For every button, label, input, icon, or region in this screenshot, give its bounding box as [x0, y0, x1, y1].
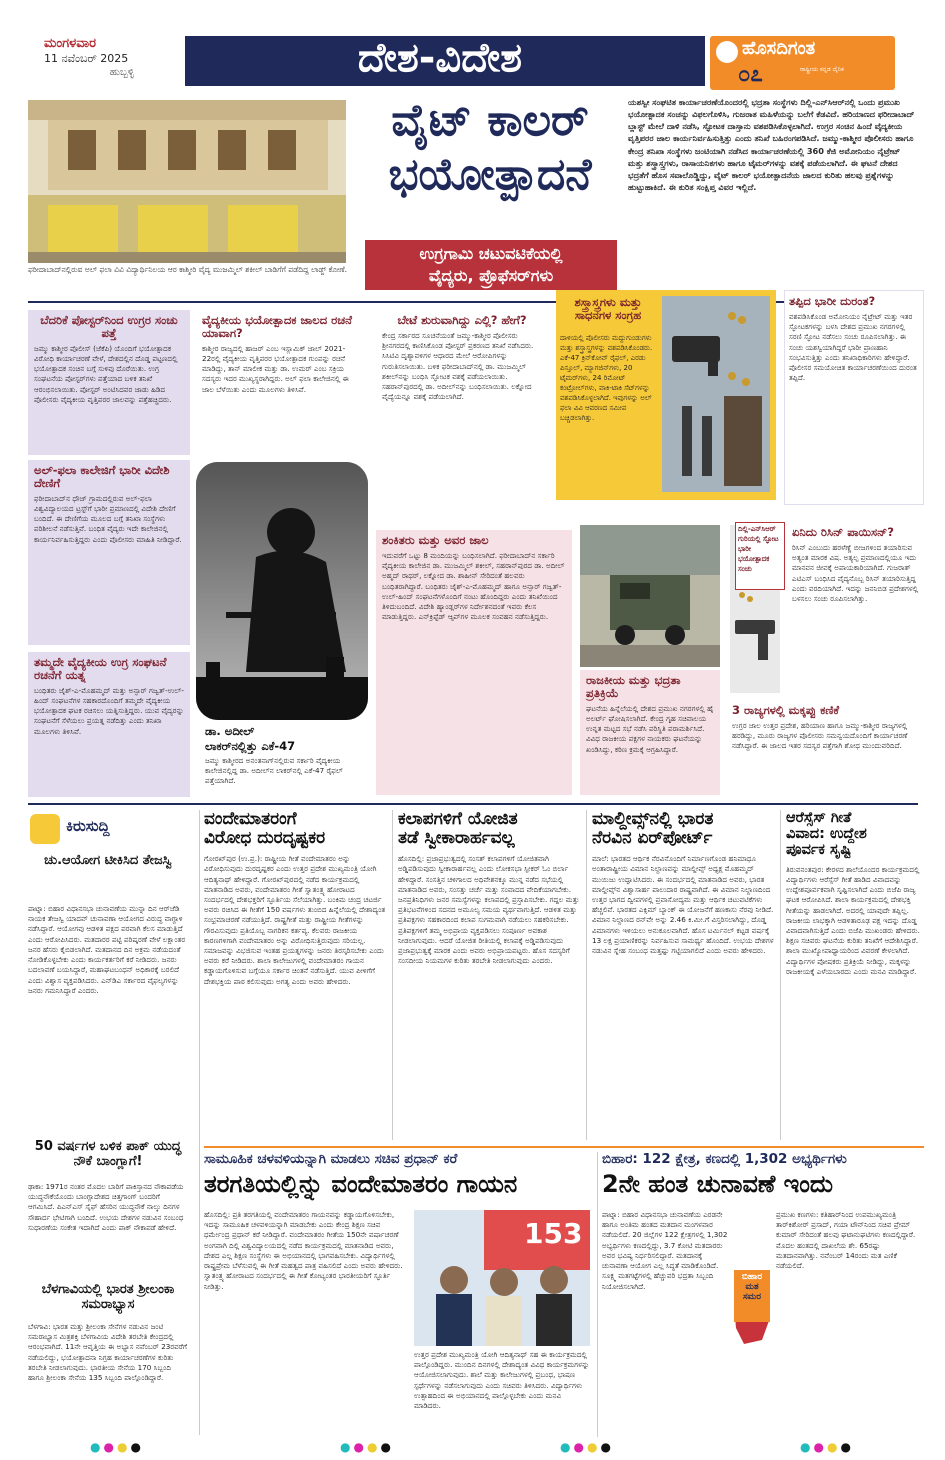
explainer-box-ricin — [788, 522, 924, 707]
explainer-body: ಇದುವರೆಗೆ ಒಟ್ಟು 8 ಮಂದಿಯನ್ನು ಬಂಧಿಸಲಾಗಿದೆ. ಫರೀದಾಬಾದ್‌ನ ಸರ್ಕಾರಿ ವೈದ್ಯಕೀಯ ಕಾಲೇಜಿನ ಡಾ. ಮುಜಮ್ಮಿಲ್ ಶಕೀಲ್, ಸಹರಾನ್‌ಪುರದ ಡಾ. ಅದೀಲ್ ಅಹ್ಮದ್ ರಾಥರ್, ಲಕ್ನೋದ ಡಾ. ಶಾಹೀನ್ ಸೇರಿದಂತೆ ಹಲವರು ಬಂಧಿತರಾಗಿದ್ದಾರೆ. ಬಂಧಿತರು ಜೈಶ್-ಎ-ಮೊಹಮ್ಮದ್ ಹಾಗೂ ಅನ್ಸಾರ್ ಗಜ್ವತ್-ಉಲ್-ಹಿಂದ್ ಸಂಘಟನೆಗಳೊಂದಿಗೆ ನಂಟು ಹೊಂದಿದ್ದರು ಎಂದು ತನಿಖೆಯಿಂದ ತಿಳಿದುಬಂದಿದೆ. ವಿದೇಶಿ ಹ್ಯಾಂಡ್ಲರ್‌ಗಳ ನಿರ್ದೇಶನದಂತೆ ಇವರು ಕೆಲಸ ಮಾಡುತ್ತಿದ್ದರು. ಎನ್‌ಕ್ರಿಪ್ಟೆಡ್ ಆ್ಯಪ್‌ಗಳ ಮೂಲಕ ಸಂವಹನ ನಡೆಸುತ್ತಿದ್ದರು. — [382, 550, 565, 622]
explainer-box-suspects — [376, 530, 572, 795]
map-badge — [734, 1270, 770, 1322]
map-label-3: ಸಮರ — [742, 1292, 762, 1303]
story-kicker: ಬಿಹಾರ: 122 ಕ್ಷೇತ್ರ, ಕಣದಲ್ಲಿ 1,302 ಅಭ್ಯರ್ಥಿಗಳು — [602, 1151, 847, 1167]
lead-subhead-1: ಉಗ್ರಗಾಮಿ ಚಟುವಟಿಕೆಯಲ್ಲಿ — [419, 244, 563, 263]
masthead — [0, 0, 945, 95]
anthem-photo-banner: 153 — [524, 1217, 583, 1250]
explainer-title: ತಪ್ಪಿದ ಭಾರೀ ದುರಂತ? — [789, 294, 876, 308]
explainer-body: ಜಮ್ಮು ಕಾಶ್ಮೀರ ಪೊಲೀಸ್ (ಜೆಕೆಪಿ) ಯೊಂದಿಗೆ ಭಯೋತ್ಪಾದಕ ವಿರೋಧಿ ಕಾರ್ಯಾಚರಣೆ ವೇಳೆ, ದೇಶದಲ್ಲಿನ ದೊಡ್ಡ ಪಟ್ಟಣದಲ್ಲಿ ಭಯೋತ್ಪಾದಕ ಸಂಚಿನ ಬಗ್ಗೆ ಸುಳಿವು ದೊರೆಯಿತು. ಉಗ್ರ ಸಂಘಟನೆಯ ಪೋಸ್ಟರ್‌ಗಳು ಪತ್ತೆಯಾದ ಬಳಿಕ ತನಿಖೆ ಆರಂಭಿಸಲಾಯಿತು. ಪೋಸ್ಟರ್ ಅಂಟಿಸಿದವರ ಜಾಡು ಹಿಡಿದ ಪೊಲೀಸರು ವೈದ್ಯಕೀಯ ವೃತ್ತಿಪರರ ಜಾಲವನ್ನು ಪತ್ತೆಹಚ್ಚಿದರು. — [34, 343, 178, 404]
masthead-city: ಹುಬ್ಬಳ್ಳಿ — [109, 67, 134, 78]
silhouette-photo — [196, 462, 368, 720]
weapons-photo-art — [662, 296, 770, 492]
masthead-day: ಮಂಗಳವಾರ — [44, 36, 97, 51]
explainer-title: ಅಲ್-ಫಲಾ ಕಾಲೇಜಿಗೆ ಭಾರೀ ವಿದೇಶಿ ದೇಣಿಗೆ — [34, 463, 170, 490]
explainer-box-network — [196, 310, 368, 455]
story-divider — [392, 810, 393, 1140]
map-label-1: ಬಿಹಾರ — [741, 1272, 763, 1282]
explainer-title: ಶಸ್ತ್ರಾಸ್ತ್ರಗಳು ಮತ್ತು ಸಾಧನಗಳ ಸಂಗ್ರಹ — [574, 295, 642, 322]
story-column-vandemataram — [204, 810, 386, 1140]
stories-divider — [204, 1146, 924, 1148]
explainer-title: ಬೆದರಿಕೆ ಪೋಸ್ಟರ್‌ನಿಂದ ಉಗ್ರರ ಸಂಚು ಪತ್ತೆ — [40, 313, 178, 340]
brief-label-box — [28, 812, 138, 846]
story-headline: ತರಗತಿಯಲ್ಲಿನ್ನು ವಂದೇಮಾತರಂ ಗಾಯನ — [204, 1170, 518, 1199]
print-marks-center: ●●●● — [340, 1440, 394, 1454]
story-headline-2: ವಿವಾದ: ಉದ್ದೇಶ — [786, 826, 867, 843]
lead-headline-2: ಭಯೋತ್ಪಾದನೆ — [388, 149, 592, 200]
explainer-body: ದಾಳಿಯಲ್ಲಿ ಪೊಲೀಸರು ಮದ್ದುಗುಂಡುಗಳು ಮತ್ತು ಶಸ್ತ್ರಾಸ್ತ್ರಗಳನ್ನು ವಶಪಡಿಸಿಕೊಂಡರು. ಎಕೆ-47 ಕ್ರಿನ್‌ಕೋವ್ ರೈಫಲ್, ಎರಡು ಪಿಸ್ತೂಲ್, ಮ್ಯಾಗಜಿನ್‌ಗಳು, 20 ಟೈಮರ್‌ಗಳು, 24 ರಿಮೋಟ್ ಕಂಟ್ರೋಲ್‌ಗಳು, ವಾಕಿ-ಟಾಕಿ ಸೆಟ್‌ಗಳನ್ನು ವಶಪಡಿಸಿಕೊಳ್ಳಲಾಗಿದೆ. ಇವುಗಳನ್ನು ಅಲ್ ಫಲಾ ವಿವಿ ಆವರಣದ ಸಮೀಪ ಬಚ್ಚಿಡಲಾಗಿತ್ತು. — [560, 334, 653, 422]
explainer-body: ರಿಸಿನ್ ಎಂಬುದು ಹರಳೆಣ್ಣೆ ಬೀಜಗಳಿಂದ ತಯಾರಿಸುವ ಅತ್ಯಂತ ಮಾರಕ ವಿಷ. ಅತ್ಯಲ್ಪ ಪ್ರಮಾಣದಲ್ಲಿಯೂ ಇದು ಮಾನವನ ಜೀವಕ್ಕೆ ಅಪಾಯಕಾರಿಯಾಗಿದೆ. ಗುಜರಾತ್ ಎಟಿಎಸ್ ಬಂಧಿಸಿದ ವೈದ್ಯನೊಬ್ಬ ರಿಸಿನ್ ತಯಾರಿಸುತ್ತಿದ್ದ ಎಂದು ವರದಿಯಾಗಿದೆ. ಇದನ್ನು ಜನನಿಬಿಡ ಪ್ರದೇಶಗಳಲ್ಲಿ ಬಳಸಲು ಸಂಚು ರೂಪಿಸಲಾಗಿತ್ತು. — [792, 542, 919, 603]
lead-intro: ಯಶಸ್ವೀ ಸಂಘಟಿತ ಕಾರ್ಯಾಚರಣೆಯೊಂದರಲ್ಲಿ ಭದ್ರತಾ ಸಂಸ್ಥೆಗಳು ದಿಲ್ಲಿ-ಎನ್‌ಸಿಆರ್‌ನಲ್ಲಿ ಒಂದು ಪ್ರಮುಖ ಭಯೋತ್ಪಾದಕ ಸಂಚನ್ನು ವಿಫಲಗೊಳಿಸಿ, ಗುಜರಾತ ಮಹಿಳೆಯನ್ನು ಬಲೆಗೆ ಕೆಡವಿದೆ. ಹರಿಯಾಣದ ಫರೀದಾಬಾದ್ ಬ್ಲಾಸ್ಟ್ ಮೇಲೆ ದಾಳಿ ನಡೆಸಿ, ಸ್ಫೋಟಕ ದಾಸ್ತಾನು ವಶಪಡಿಸಿಕೊಳ್ಳಲಾಗಿದೆ. ಉಗ್ರರ ಸಂಚಿನ ಹಿಂದೆ ವೈದ್ಯಕೀಯ ವೃತ್ತಿಪರರ ಜಾಲ ಕಾರ್ಯನಿರ್ವಹಿಸುತ್ತಿತ್ತು ಎಂದು ತನಿಖೆ ಬಹಿರಂಗಪಡಿಸಿದೆ. ಜಮ್ಮು-ಕಾಶ್ಮೀರ ಪೊಲೀಸರು ಹಾಗೂ ಕೇಂದ್ರ ತನಿಖಾ ಸಂಸ್ಥೆಗಳು ಜಂಟಿಯಾಗಿ ನಡೆಸಿದ ಕಾರ್ಯಾಚರಣೆಯಲ್ಲಿ 360 ಕೆಜಿ ಅಮೋನಿಯಂ ನೈಟ್ರೇಟ್ ಮತ್ತು ಶಸ್ತ್ರಾಸ್ತ್ರಗಳು, ರಾಸಾಯನಿಕಗಳು ಹಾಗೂ ಟೈಮರ್‌ಗಳನ್ನು ವಶಕ್ಕೆ ಪಡೆಯಲಾಗಿದೆ. ಈ ಘಟನೆ ದೇಶದ ಭದ್ರತೆಗೆ ಹೊಸ ಸವಾಲೊಡ್ಡಿದ್ದು, ವೈಟ್ ಕಾಲರ್ ಭಯೋತ್ಪಾದನೆಯ ಜಾಲದ ಕುರಿತು ಹಲವು ಪ್ರಶ್ನೆಗಳನ್ನು ಹುಟ್ಟುಹಾಕಿದೆ. ಈ ಕುರಿತ ಸಂಕ್ಷಿಪ್ತ ವಿವರ ಇಲ್ಲಿದೆ. — [628, 97, 915, 192]
explainer-box-reaction — [580, 670, 720, 795]
story-headline-3: ಪೂರ್ವಕ ಸೃಷ್ಟಿ — [786, 842, 852, 859]
explainer-box-donation — [28, 460, 190, 645]
brief-body: ಢಾಕಾ: 1971ರ ನಂತರ ಮೊದಲ ಬಾರಿಗೆ ಪಾಕಿಸ್ತಾನದ ನೌಕಾಪಡೆಯ ಯುದ್ಧನೌಕೆಯೊಂದು ಬಾಂಗ್ಲಾದೇಶದ ಚಿತ್ತಗಾಂಗ್ ಬಂದರಿಗೆ ಆಗಮಿಸಿದೆ. ಪಿಎನ್‌ಎಸ್ ಸೈಫ್ ಹೆಸರಿನ ಯುದ್ಧನೌಕೆ ನಾಲ್ಕು ದಿನಗಳ ಸೌಹಾರ್ದ ಭೇಟಿಗಾಗಿ ಬಂದಿದೆ. ಉಭಯ ದೇಶಗಳ ನಡುವಿನ ಸಂಬಂಧ ಸುಧಾರಣೆಯ ಸಂಕೇತ ಇದಾಗಿದೆ ಎಂದು ಪಾಕ್ ನೌಕಾಪಡೆ ಹೇಳಿದೆ. — [28, 1182, 184, 1232]
story-divider — [780, 810, 781, 1140]
hand-pointing-icon — [30, 814, 60, 844]
explainer-body: ಕಾಶ್ಮೀರ ರಾಜ್ಯದಲ್ಲಿ ಹಾಜರ್ ಎಂಬ ಇಸ್ಲಾಮಿಕ್ ಜಾಲ್ 2021-22ರಲ್ಲಿ ವೈದ್ಯಕೀಯ ವೃತ್ತಿಪರರ ಭಯೋತ್ಪಾದಕ ಗುಂಪನ್ನು ರಚನೆ ಮಾಡಿದ್ದು, ತಾನ್ ಮಾಲೀಕ ಮತ್ತು ಡಾ. ಉಮರ್ ಎಂಬ ಸಕ್ರಿಯ ಸದಸ್ಯರು ಇದರ ಮುಖ್ಯಸ್ಥರಾಗಿದ್ದರು. ಅಲ್ ಫಲಾ ಕಾಲೇಜಿನಲ್ಲಿ ಈ ಜಾಲ ಬೆಳೆಯಿತು ಎಂದು ಮೂಲಗಳು ತಿಳಿಸಿವೆ. — [202, 343, 349, 394]
lead-photo-building — [28, 100, 346, 263]
story-column-maldives — [592, 810, 774, 1140]
explainer-box-hunt — [376, 310, 548, 525]
story-divider — [586, 810, 587, 1140]
masthead-date-block — [44, 36, 174, 78]
explainer-box-disaster — [784, 290, 924, 505]
explainer-box-medical-unit — [28, 652, 190, 797]
weapons-photo — [662, 296, 770, 492]
silhouette-art — [196, 462, 368, 720]
explainer-box-poster — [28, 310, 190, 455]
lead-headline-1: ವೈಟ್ ಕಾಲರ್ — [391, 95, 589, 146]
story-body-2: ಉತ್ತರ ಪ್ರದೇಶ ಮುಖ್ಯಮಂತ್ರಿ ಯೋಗಿ ಆದಿತ್ಯನಾಥ್ ಸಹ ಈ ಕಾರ್ಯಕ್ರಮದಲ್ಲಿ ಪಾಲ್ಗೊಂಡಿದ್ದರು. ಮುಂದಿನ ದಿನಗಳಲ್ಲಿ ದೇಶಾದ್ಯಂತ ವಿವಿಧ ಕಾರ್ಯಕ್ರಮಗಳನ್ನು ಆಯೋಜಿಸಲಾಗುವುದು. ಶಾಲೆ ಮತ್ತು ಕಾಲೇಜುಗಳಲ್ಲಿ ಪ್ರಬಂಧ, ಭಾಷಣ ಸ್ಪರ್ಧೆಗಳನ್ನು ನಡೆಸಲಾಗುವುದು ಎಂದು ಸಚಿವರು ತಿಳಿಸಿದರು. ವಿದ್ಯಾರ್ಥಿಗಳು ಉತ್ಸಾಹದಿಂದ ಈ ಅಭಿಯಾನದಲ್ಲಿ ಪಾಲ್ಗೊಳ್ಳಬೇಕು ಎಂದು ಮನವಿ ಮಾಡಿದರು. — [414, 1350, 590, 1411]
story-column-parliament — [398, 810, 580, 1140]
explainer-body: ವಶಪಡಿಸಿಕೊಂಡ ಅಮೋನಿಯಂ ನೈಟ್ರೇಟ್ ಮತ್ತು ಇತರ ಸ್ಫೋಟಕಗಳನ್ನು ಬಳಸಿ ದೇಶದ ಪ್ರಮುಖ ನಗರಗಳಲ್ಲಿ ಸರಣಿ ಸ್ಫೋಟ ನಡೆಸಲು ಸಂಚು ರೂಪಿಸಲಾಗಿತ್ತು. ಈ ಸಂಚು ಯಶಸ್ವಿಯಾಗಿದ್ದರೆ ಭಾರೀ ಪ್ರಾಣಹಾನಿ ಸಂಭವಿಸುತ್ತಿತ್ತು ಎಂದು ತನಿಖಾಧಿಕಾರಿಗಳು ಹೇಳಿದ್ದಾರೆ. ಪೊಲೀಸರ ಸಮಯೋಚಿತ ಕಾರ್ಯಾಚರಣೆಯಿಂದ ದುರಂತ ತಪ್ಪಿದೆ. — [789, 311, 917, 383]
page-number: ೦೭ — [738, 62, 763, 87]
explainer-body: ಫರೀದಾಬಾದ್‌ನ ಧೌಜ್ ಗ್ರಾಮದಲ್ಲಿರುವ ಅಲ್-ಫಲಾ ವಿಶ್ವವಿದ್ಯಾಲಯದ ಟ್ರಸ್ಟ್‌ಗೆ ಭಾರೀ ಪ್ರಮಾಣದಲ್ಲಿ ವಿದೇಶಿ ದೇಣಿಗೆ ಬಂದಿದೆ. ಈ ದೇಣಿಗೆಯ ಮೂಲದ ಬಗ್ಗೆ ತನಿಖಾ ಸಂಸ್ಥೆಗಳು ಪರಿಶೀಲನೆ ನಡೆಸುತ್ತಿವೆ. ಬಂಧಿತ ವೈದ್ಯರು ಇದೇ ಕಾಲೇಜಿನಲ್ಲಿ ಕಾರ್ಯನಿರ್ವಹಿಸುತ್ತಿದ್ದರು ಎಂದು ಪೊಲೀಸರು ಮಾಹಿತಿ ನೀಡಿದ್ದಾರೆ. — [34, 493, 182, 544]
silhouette-body: ಜಮ್ಮು ಕಾಶ್ಮೀರದ ಅನಂತನಾಗ್‌ನಲ್ಲಿರುವ ಸರ್ಕಾರಿ ವೈದ್ಯಕೀಯ ಕಾಲೇಜಿನಲ್ಲಿದ್ದ ಡಾ. ಅದೀಲ್‌ನ ಲಾಕರ್‌ನಲ್ಲಿ ಎಕೆ-47 ರೈಫಲ್ ಪತ್ತೆಯಾಗಿದೆ. — [205, 756, 343, 786]
lead-photo — [28, 100, 346, 263]
brief-title: ಬೆಳಗಾವಿಯಲ್ಲಿ ಭಾರತ ಶ್ರೀಲಂಕಾ ಸಮರಾಭ್ಯಾಸ — [41, 1282, 175, 1312]
gun-caption: ದಿಲ್ಲಿ-ಎನ್‌ಸಿಆರ್ ಗುರಿಯಲ್ಲಿ ಸ್ಫೋಟ ಭಾರೀ ಭಯೋತ್ಪಾದಕ ಸಂಚು — [738, 525, 779, 573]
lead-subhead-2: ವೈದ್ಯರು, ಪ್ರೊಫೆಸರ್‌ಗಳು — [428, 266, 554, 285]
explainer-title: ರಾಜಕೀಯ ಮತ್ತು ಭದ್ರತಾ ಪ್ರತಿಕ್ರಿಯೆ — [586, 673, 681, 700]
explainer-body: ಘಟನೆಯ ಹಿನ್ನೆಲೆಯಲ್ಲಿ ದೇಶದ ಪ್ರಮುಖ ನಗರಗಳಲ್ಲಿ ಹೈ ಅಲರ್ಟ್ ಘೋಷಿಸಲಾಗಿದೆ. ಕೇಂದ್ರ ಗೃಹ ಸಚಿವಾಲಯ ಉನ್ನತ ಮಟ್ಟದ ಸಭೆ ನಡೆಸಿ ಪರಿಸ್ಥಿತಿ ಪರಾಮರ್ಶಿಸಿದೆ. ವಿವಿಧ ರಾಜಕೀಯ ಪಕ್ಷಗಳ ನಾಯಕರು ಘಟನೆಯನ್ನು ಖಂಡಿಸಿದ್ದು, ಕಠಿಣ ಕ್ರಮಕ್ಕೆ ಆಗ್ರಹಿಸಿದ್ದಾರೆ. — [586, 703, 714, 754]
story-body: ಪಾಟ್ನಾ: ಬಿಹಾರ ವಿಧಾನಸಭಾ ಚುನಾವಣೆಯ ಎರಡನೇ ಹಾಗೂ ಅಂತಿಮ ಹಂತದ ಮತದಾನ ಮಂಗಳವಾರ ನಡೆಯಲಿದೆ. 20 ಜಿಲ್ಲೆಗಳ 122 ಕ್ಷೇತ್ರಗಳಲ್ಲಿ 1,302 ಅಭ್ಯರ್ಥಿಗಳು ಕಣದಲ್ಲಿದ್ದು, 3.7 ಕೋಟಿ ಮತದಾರರು ಅವರ ಭವಿಷ್ಯ ನಿರ್ಧರಿಸಲಿದ್ದಾರೆ. ಮತದಾನಕ್ಕೆ ಚುನಾವಣಾ ಆಯೋಗ ಎಲ್ಲ ಸಿದ್ಧತೆ ಮಾಡಿಕೊಂಡಿದೆ. ಸೂಕ್ಷ್ಮ ಮತಗಟ್ಟೆಗಳಲ್ಲಿ ಹೆಚ್ಚುವರಿ ಭದ್ರತಾ ಸಿಬ್ಬಂದಿ ನಿಯೋಜಿಸಲಾಗಿದೆ. — [602, 1210, 728, 1291]
silhouette-caption-1: ಡಾ. ಅದೀಲ್ — [205, 724, 255, 738]
story-body-2: ಪ್ರಮುಖ ಕಣಗಳು: ಕತಿಹಾರ್‌ನಿಂದ ಉಪಮುಖ್ಯಮಂತ್ರಿ ತಾರ್‌ಕಿಶೋರ್ ಪ್ರಸಾದ್, ಗಯಾ ಟೌನ್‌ನಿಂದ ಸಚಿವ ಪ್ರೇಮ್ ಕುಮಾರ್ ಸೇರಿದಂತೆ ಹಲವು ಘಟಾನುಘಟಿಗಳು ಕಣದಲ್ಲಿದ್ದಾರೆ. ಮೊದಲ ಹಂತದಲ್ಲಿ ದಾಖಲೆಯ ಶೇ. 65ರಷ್ಟು ಮತದಾನವಾಗಿತ್ತು. ನವೆಂಬರ್ 14ರಂದು ಮತ ಎಣಿಕೆ ನಡೆಯಲಿದೆ. — [776, 1210, 916, 1271]
story-headline-2: ವಿರೋಧ ದುರದೃಷ್ಟಕರ — [204, 828, 326, 849]
sun-logo-icon — [716, 41, 738, 63]
print-marks-left: ●●●● — [90, 1440, 144, 1454]
masthead-date: 11 ನವೆಂಬರ್ 2025 — [44, 52, 129, 65]
brief-body: ಪಾಟ್ನಾ: ಬಿಹಾರ ವಿಧಾನಸಭಾ ಚುನಾವಣೆಯ ಮುನ್ನಾ ದಿನ ಆರ್‌ಜೆಡಿ ನಾಯಕ ತೇಜಸ್ವಿ ಯಾದವ್ ಚುನಾವಣಾ ಆಯೋಗದ ವಿರುದ್ಧ ವಾಗ್ದಾಳಿ ನಡೆಸಿದ್ದಾರೆ. ಆಯೋಗವು ಆಡಳಿತ ಪಕ್ಷದ ಪರವಾಗಿ ಕೆಲಸ ಮಾಡುತ್ತಿದೆ ಎಂದು ಆರೋಪಿಸಿದರು. ಮತದಾರರ ಪಟ್ಟಿ ಪರಿಷ್ಕರಣೆ ವೇಳೆ ಲಕ್ಷಾಂತರ ಜನರ ಹೆಸರು ಕೈಬಿಡಲಾಗಿದೆ. ಮತದಾನದ ದಿನ ಅಕ್ರಮ ನಡೆಯದಂತೆ ನೋಡಿಕೊಳ್ಳಬೇಕು ಎಂದು ಕಾರ್ಯಕರ್ತರಿಗೆ ಕರೆ ನೀಡಿದರು. ಜನರು ಬದಲಾವಣೆ ಬಯಸಿದ್ದಾರೆ, ಮಹಾಘಟಬಂಧನ್ ಅಧಿಕಾರಕ್ಕೆ ಬರಲಿದೆ ಎಂದು ವಿಶ್ವಾಸ ವ್ಯಕ್ತಪಡಿಸಿದರು. ಎನ್‌ಡಿಎ ಸರ್ಕಾರದ ವೈಫಲ್ಯಗಳನ್ನು ಜನರು ಗಮನಿಸಿದ್ದಾರೆ ಎಂದರು. — [28, 904, 186, 995]
story-class-anthem — [204, 1152, 592, 1437]
explainer-body: ಬಂಧಿತರು ಜೈಶ್-ಎ-ಮೊಹಮ್ಮದ್ ಮತ್ತು ಅನ್ಸಾರ್ ಗಜ್ವತ್-ಉಲ್-ಹಿಂದ್ ಸಂಘಟನೆಗಳ ಸಹಕಾರದೊಂದಿಗೆ ತಮ್ಮದೇ ವೈದ್ಯಕೀಯ ಭಯೋತ್ಪಾದಕ ಘಟಕ ರಚಿಸಲು ಯತ್ನಿಸುತ್ತಿದ್ದರು. ಯುವ ವೈದ್ಯರನ್ನು ಸಂಘಟನೆಗೆ ಸೆಳೆಯಲು ಪ್ರಯತ್ನ ನಡೆದಿತ್ತು ಎಂದು ತನಿಖಾ ಮೂಲಗಳು ತಿಳಿಸಿವೆ. — [34, 685, 184, 736]
explainer-title: ಬೇಟೆ ಶುರುವಾಗಿದ್ದು ಎಲ್ಲಿ? ಹೇಗೆ? — [397, 313, 527, 327]
explainer-body: ಕೇಂದ್ರ ಸರ್ಕಾರದ ಸೂಚನೆಯಂತೆ ಜಮ್ಮು-ಕಾಶ್ಮೀರ ಪೊಲೀಸರು ಶ್ರೀನಗರದಲ್ಲಿ ಕಾಣಿಸಿಕೊಂಡ ಪೋಸ್ಟರ್ ಪ್ರಕರಣದ ತನಿಖೆ ನಡೆಸಿದರು. ಸಿಸಿಟಿವಿ ದೃಶ್ಯಾವಳಿಗಳ ಆಧಾರದ ಮೇಲೆ ಆರೋಪಿಗಳನ್ನು ಗುರುತಿಸಲಾಯಿತು. ಬಳಿಕ ಫರೀದಾಬಾದ್‌ನಲ್ಲಿ ಡಾ. ಮುಜಮ್ಮಿಲ್ ಶಕೀಲ್‌ನನ್ನು ಬಂಧಿಸಿ ಸ್ಫೋಟಕ ವಶಕ್ಕೆ ಪಡೆಯಲಾಯಿತು. ಸಹರಾನ್‌ಪುರದಲ್ಲಿ ಡಾ. ಅದೀಲ್‌ನನ್ನು ಬಂಧಿಸಲಾಯಿತು. ಲಕ್ನೋದ ವೈದ್ಯೆಯನ್ನೂ ವಶಕ್ಕೆ ಪಡೆಯಲಾಗಿದೆ. — [382, 330, 534, 402]
section-title: ದೇಶ-ವಿದೇಶ — [357, 35, 523, 81]
brief-label: ಕಿರುಸುದ್ದಿ — [66, 817, 110, 835]
grid-divider — [28, 803, 918, 805]
lead-photo-caption: ಫರೀದಾಬಾದ್‌ನಲ್ಲಿರುವ ಅಲ್ ಫಲಾ ವಿವಿ ವಿದ್ಯಾರ್ಥಿನಿಲಯ ಆರ ಕಾಶ್ಮೀರಿ ವೈದ್ಯ ಮುಜಮ್ಮಿಲ್ ಶಕೀಲ್ ಬಾಡಿಗೆಗೆ ಪಡೆದಿದ್ದ ಲಾಡ್ಜ್ ಕೋಣೆ. — [28, 265, 348, 274]
story-headline: 2ನೇ ಹಂತ ಚುನಾವಣೆ ಇಂದು — [602, 1170, 834, 1199]
story-body: ಗೋರಖ್‌ಪುರ (ಉ.ಪ್ರ.): ರಾಷ್ಟ್ರೀಯ ಗೀತೆ ವಂದೇಮಾತರಂ ಅನ್ನು ವಿರೋಧಿಸುವುದು ದುರದೃಷ್ಟಕರ ಎಂದು ಉತ್ತರ ಪ್ರದೇಶ ಮುಖ್ಯಮಂತ್ರಿ ಯೋಗಿ ಆದಿತ್ಯನಾಥ್ ಹೇಳಿದ್ದಾರೆ. ಗೋರಖ್‌ಪುರದಲ್ಲಿ ನಡೆದ ಕಾರ್ಯಕ್ರಮದಲ್ಲಿ ಮಾತನಾಡಿದ ಅವರು, ವಂದೇಮಾತರಂ ಗೀತೆ ಸ್ವಾತಂತ್ರ್ಯ ಹೋರಾಟದ ಸಂದರ್ಭದಲ್ಲಿ ದೇಶಭಕ್ತರಿಗೆ ಸ್ಫೂರ್ತಿಯ ಸೆಲೆಯಾಗಿತ್ತು. ಬಂಕಿಮ ಚಂದ್ರ ಚಟರ್ಜಿ ಅವರು ರಚಿಸಿದ ಈ ಗೀತೆಗೆ 150 ವರ್ಷಗಳು ತುಂಬಿದ ಹಿನ್ನೆಲೆಯಲ್ಲಿ ದೇಶಾದ್ಯಂತ ಸಂಭ್ರಮಾಚರಣೆ ನಡೆಯುತ್ತಿದೆ. ರಾಷ್ಟ್ರಗೀತೆ ಮತ್ತು ರಾಷ್ಟ್ರೀಯ ಗೀತೆಗಳನ್ನು ಗೌರವಿಸುವುದು ಪ್ರತಿಯೊಬ್ಬ ನಾಗರಿಕನ ಕರ್ತವ್ಯ. ಕೆಲವರು ರಾಜಕೀಯ ಕಾರಣಗಳಿಗಾಗಿ ವಂದೇಮಾತರಂ ಅನ್ನು ವಿರೋಧಿಸುತ್ತಿರುವುದು ಸರಿಯಲ್ಲ. ಸಮಾಜವನ್ನು ವಿಭಜಿಸುವ ಇಂತಹ ಪ್ರಯತ್ನಗಳನ್ನು ಜನರು ತಿರಸ್ಕರಿಸಬೇಕು ಎಂದು ಅವರು ಕರೆ ನೀಡಿದರು. ಶಾಲಾ ಕಾಲೇಜುಗಳಲ್ಲಿ ವಂದೇಮಾತರಂ ಗಾಯನ ಕಡ್ಡಾಯಗೊಳಿಸುವ ಬಗ್ಗೆಯೂ ಸರ್ಕಾರ ಚಿಂತನೆ ನಡೆಸುತ್ತಿದೆ. ಯುವ ಪೀಳಿಗೆಗೆ ದೇಶಭಕ್ತಿಯ ಪಾಠ ಕಲಿಸುವುದು ಅಗತ್ಯ ಎಂದು ಅವರು ಹೇಳಿದರು. — [204, 854, 386, 986]
anthem-photo — [414, 1210, 590, 1346]
paper-tagline: ರಾಷ್ಟ್ರೀಯ ಕನ್ನಡ ದೈನಿಕ — [800, 66, 844, 73]
brief-title: 50 ವರ್ಷಗಳ ಬಳಿಕ ಪಾಕ್ ಯುದ್ಧ ನೌಕೆ ಬಾಂಗ್ಲಾಗೆ! — [34, 1139, 182, 1169]
explainer-box-states — [728, 700, 924, 795]
print-marks-far-right: ●●●● — [800, 1440, 854, 1454]
explainer-body: ಉಗ್ರರ ಜಾಲ ಉತ್ತರ ಪ್ರದೇಶ, ಹರಿಯಾಣ ಹಾಗೂ ಜಮ್ಮು-ಕಾಶ್ಮೀರ ರಾಜ್ಯಗಳಲ್ಲಿ ಹರಡಿದ್ದು, ಮೂರು ರಾಜ್ಯಗಳ ಪೊಲೀಸರು ಸಮನ್ವಯದೊಂದಿಗೆ ಕಾರ್ಯಾಚರಣೆ ನಡೆಸಿದ್ದಾರೆ. ಈ ಜಾಲದ ಇತರ ಸದಸ್ಯರ ಪತ್ತೆಗಾಗಿ ಶೋಧ ಮುಂದುವರಿದಿದೆ. — [732, 720, 908, 751]
explainer-title: 3 ರಾಜ್ಯಗಳಲ್ಲಿ ಮಕ್ಕಪ್ಪು ಕಣಿಕೆ — [732, 703, 840, 717]
story-headline-1: ಕಲಾಪಗಳಿಗೆ ಯೋಜಿತ — [398, 809, 518, 829]
explainer-title: ಶಂಕಿತರು ಮತ್ತು ಅವರ ಜಾಲ — [382, 533, 489, 547]
explainer-box-arms — [556, 290, 776, 500]
explainer-title: ಏನಿದು ರಿಸಿನ್ ಪಾಯಿಸನ್? — [792, 525, 894, 539]
story-body: ತಿರುವನಂತಪುರ: ಕೇರಳದ ಶಾಲೆಯೊಂದರ ಕಾರ್ಯಕ್ರಮದಲ್ಲಿ ವಿದ್ಯಾರ್ಥಿಗಳು ಆರೆಸ್ಸೆಸ್ ಗೀತೆ ಹಾಡಿದ ವಿವಾದವನ್ನು ಉದ್ದೇಶಪೂರ್ವಕವಾಗಿ ಸೃಷ್ಟಿಸಲಾಗಿದೆ ಎಂದು ಬಿಜೆಪಿ ರಾಜ್ಯ ಘಟಕ ಆರೋಪಿಸಿದೆ. ಶಾಲಾ ಕಾರ್ಯಕ್ರಮದಲ್ಲಿ ದೇಶಭಕ್ತಿ ಗೀತೆಯನ್ನು ಹಾಡಲಾಗಿದೆ. ಅದರಲ್ಲಿ ಯಾವುದೇ ತಪ್ಪಿಲ್ಲ. ರಾಜಕೀಯ ಲಾಭಕ್ಕಾಗಿ ಆಡಳಿತಾರೂಢ ಪಕ್ಷ ಇದನ್ನು ದೊಡ್ಡ ವಿವಾದವಾಗಿಸುತ್ತಿದೆ ಎಂದು ಬಿಜೆಪಿ ಮುಖಂಡರು ಹೇಳಿದರು. ಶಿಕ್ಷಣ ಸಚಿವರು ಘಟನೆಯ ಕುರಿತು ತನಿಖೆಗೆ ಆದೇಶಿಸಿದ್ದಾರೆ. ಶಾಲಾ ಮುಖ್ಯೋಪಾಧ್ಯಾಯರಿಂದ ವಿವರಣೆ ಕೇಳಲಾಗಿದೆ. ವಿದ್ಯಾರ್ಥಿಗಳ ಪೋಷಕರು ಪ್ರತಿಕ್ರಿಯೆ ನೀಡಿದ್ದು, ಮಕ್ಕಳನ್ನು ರಾಜಕೀಯಕ್ಕೆ ಎಳೆಯಬಾರದು ಎಂದು ಮನವಿ ಮಾಡಿದ್ದಾರೆ. — [786, 864, 920, 976]
brief-body: ಬೆಳಗಾವಿ: ಭಾರತ ಮತ್ತು ಶ್ರೀಲಂಕಾ ಸೇನೆಗಳ ನಡುವಿನ ಜಂಟಿ ಸಮರಾಭ್ಯಾಸ ಮಿತ್ರಶಕ್ತಿ ಬೆಳಗಾವಿಯ ವಿದೇಶಿ ತರಬೇತಿ ಕೇಂದ್ರದಲ್ಲಿ ಆರಂಭವಾಗಿದೆ. 11ನೇ ಆವೃತ್ತಿಯ ಈ ಅಭ್ಯಾಸ ನವೆಂಬರ್ 23ರವರೆಗೆ ನಡೆಯಲಿದ್ದು, ಭಯೋತ್ಪಾದನಾ ನಿಗ್ರಹ ಕಾರ್ಯಾಚರಣೆಗಳ ಕುರಿತು ತರಬೇತಿ ನೀಡಲಾಗುವುದು. ಭಾರತೀಯ ಸೇನೆಯ 170 ಸಿಬ್ಬಂದಿ ಹಾಗೂ ಶ್ರೀಲಂಕಾ ಸೇನೆಯ 135 ಸಿಬ್ಬಂದಿ ಪಾಲ್ಗೊಂಡಿದ್ದಾರೆ. — [28, 1322, 188, 1383]
map-label-2: ಮತ — [745, 1282, 759, 1293]
brief-column — [28, 810, 196, 1435]
story-bihar-election — [602, 1152, 924, 1437]
story-headline-1: ವಂದೇಮಾತರಂಗೆ — [204, 809, 297, 829]
explainer-title: ವೈದ್ಯಕೀಯ ಭಯೋತ್ಪಾದಕ ಜಾಲದ ರಚನೆ ಯಾವಾಗ? — [202, 313, 352, 340]
story-body: ಹೊಸದಿಲ್ಲಿ: ಪ್ರಜಾಪ್ರಭುತ್ವದಲ್ಲಿ ಸಂಸತ್ ಕಲಾಪಗಳಿಗೆ ಯೋಜಿತವಾಗಿ ಅಡ್ಡಿಪಡಿಸುವುದು ಸ್ವೀಕಾರಾರ್ಹವಲ್ಲ ಎಂದು ಲೋಕಸಭಾ ಸ್ಪೀಕರ್ ಓಂ ಬಿರ್ಲಾ ಹೇಳಿದ್ದಾರೆ. ಸಂಸತ್ತಿನ ಚಳಿಗಾಲದ ಅಧಿವೇಶನಕ್ಕೂ ಮುನ್ನ ನಡೆದ ಸಭೆಯಲ್ಲಿ ಮಾತನಾಡಿದ ಅವರು, ಸಂಸತ್ತು ಚರ್ಚೆ ಮತ್ತು ಸಂವಾದದ ವೇದಿಕೆಯಾಗಬೇಕು. ಜನಪ್ರತಿನಿಧಿಗಳು ಜನರ ಸಮಸ್ಯೆಗಳನ್ನು ಕಲಾಪದಲ್ಲಿ ಪ್ರಸ್ತಾಪಿಸಬೇಕು. ಗದ್ದಲ ಮತ್ತು ಪ್ರತಿಭಟನೆಗಳಿಂದ ಸದನದ ಅಮೂಲ್ಯ ಸಮಯ ವ್ಯರ್ಥವಾಗುತ್ತಿದೆ. ಆಡಳಿತ ಮತ್ತು ಪ್ರತಿಪಕ್ಷಗಳು ಸಹಕಾರದಿಂದ ಕಲಾಪ ಸುಗಮವಾಗಿ ನಡೆಯಲು ಸಹಕರಿಸಬೇಕು. ಪ್ರತಿಪಕ್ಷಗಳಿಗೆ ತಮ್ಮ ಅಭಿಪ್ರಾಯ ವ್ಯಕ್ತಪಡಿಸಲು ಸಂಪೂರ್ಣ ಅವಕಾಶ ನೀಡಲಾಗುವುದು. ಆದರೆ ಯೋಜಿತ ರೀತಿಯಲ್ಲಿ ಕಲಾಪಕ್ಕೆ ಅಡ್ಡಿಪಡಿಸುವುದು ಪ್ರಜಾಪ್ರಭುತ್ವಕ್ಕೆ ಮಾರಕ ಎಂದು ಅವರು ಅಭಿಪ್ರಾಯಪಟ್ಟರು. ಹೊಸ ಸದಸ್ಯರಿಗೆ ಸಂಸದೀಯ ನಿಯಮಗಳ ಕುರಿತು ತರಬೇತಿ ನೀಡಲಾಗುವುದು ಎಂದರು. — [398, 854, 580, 966]
vehicle-photo — [580, 525, 720, 667]
explainer-title: ತಮ್ಮದೇ ವೈದ್ಯಕೀಯ ಉಗ್ರ ಸಂಘಟನೆ ರಚನೆಗೆ ಯತ್ನ — [34, 655, 167, 682]
story-body: ಹೊಸದಿಲ್ಲಿ: ಪ್ರತಿ ತರಗತಿಯಲ್ಲಿ ವಂದೇಮಾತರಂ ಗಾಯನವನ್ನು ಕಡ್ಡಾಯಗೊಳಿಸಬೇಕು, ಇದನ್ನು ಸಾಮೂಹಿಕ ಚಳವಳಿಯನ್ನಾಗಿ ಮಾಡಬೇಕು ಎಂದು ಕೇಂದ್ರ ಶಿಕ್ಷಣ ಸಚಿವ ಧರ್ಮೇಂದ್ರ ಪ್ರಧಾನ್ ಕರೆ ನೀಡಿದ್ದಾರೆ. ವಂದೇಮಾತರಂ ಗೀತೆಯ 150ನೇ ವರ್ಷಾಚರಣೆ ಅಂಗವಾಗಿ ದಿಲ್ಲಿ ವಿಶ್ವವಿದ್ಯಾಲಯದಲ್ಲಿ ನಡೆದ ಕಾರ್ಯಕ್ರಮದಲ್ಲಿ ಮಾತನಾಡಿದ ಅವರು, ದೇಶದ ಎಲ್ಲ ಶಿಕ್ಷಣ ಸಂಸ್ಥೆಗಳು ಈ ಅಭಿಯಾನದಲ್ಲಿ ಭಾಗವಹಿಸಬೇಕು. ವಿದ್ಯಾರ್ಥಿಗಳಲ್ಲಿ ರಾಷ್ಟ್ರಪ್ರೇಮ ಬೆಳೆಸುವಲ್ಲಿ ಈ ಗೀತೆ ಮಹತ್ವದ ಪಾತ್ರ ವಹಿಸಲಿದೆ ಎಂದು ಅವರು ಹೇಳಿದರು. ಸ್ವಾತಂತ್ರ್ಯ ಹೋರಾಟದ ಸಂದರ್ಭದಲ್ಲಿ ಈ ಗೀತೆ ಕೋಟ್ಯಂತರ ಭಾರತೀಯರಿಗೆ ಸ್ಫೂರ್ತಿ ನೀಡಿತ್ತು. — [204, 1210, 403, 1291]
story-body: ಮಾಲೆ: ಭಾರತದ ಆರ್ಥಿಕ ನೆರವಿನೊಂದಿಗೆ ನಿರ್ಮಾಣಗೊಂಡ ಹನಿಮಾಧೂ ಅಂತಾರಾಷ್ಟ್ರೀಯ ವಿಮಾನ ನಿಲ್ದಾಣವನ್ನು ಮಾಲ್ದೀವ್ಸ್ ಅಧ್ಯಕ್ಷ ಮೊಹಮ್ಮದ್ ಮುಯಿಜು ಉದ್ಘಾಟಿಸಿದರು. ಈ ಸಂದರ್ಭದಲ್ಲಿ ಮಾತನಾಡಿದ ಅವರು, ಭಾರತ ಮಾಲ್ದೀವ್ಸ್‌ನ ವಿಶ್ವಾಸಾರ್ಹ ಪಾಲುದಾರ ರಾಷ್ಟ್ರವಾಗಿದೆ. ಈ ವಿಮಾನ ನಿಲ್ದಾಣದಿಂದ ಉತ್ತರ ಭಾಗದ ದ್ವೀಪಗಳಲ್ಲಿ ಪ್ರವಾಸೋದ್ಯಮ ಮತ್ತು ಆರ್ಥಿಕ ಚಟುವಟಿಕೆಗಳು ಹೆಚ್ಚಲಿವೆ. ಭಾರತದ ಎಕ್ಸಿಮ್ ಬ್ಯಾಂಕ್ ಈ ಯೋಜನೆಗೆ ಹಣಕಾಸು ನೆರವು ನೀಡಿದೆ. ವಿಮಾನ ನಿಲ್ದಾಣದ ರನ್‌ವೇ ಅನ್ನು 2.46 ಕಿ.ಮೀ.ಗೆ ವಿಸ್ತರಿಸಲಾಗಿದ್ದು, ದೊಡ್ಡ ವಿಮಾನಗಳು ಇಳಿಯಲು ಅನುಕೂಲವಾಗಿದೆ. ಹೊಸ ಟರ್ಮಿನಲ್ ಕಟ್ಟಡ ವರ್ಷಕ್ಕೆ 13 ಲಕ್ಷ ಪ್ರಯಾಣಿಕರನ್ನು ನಿರ್ವಹಿಸುವ ಸಾಮರ್ಥ್ಯ ಹೊಂದಿದೆ. ಉಭಯ ದೇಶಗಳ ನಡುವಿನ ಸ್ನೇಹ ಸಂಬಂಧ ಮತ್ತಷ್ಟು ಗಟ್ಟಿಯಾಗಲಿದೆ ಎಂದು ಅವರು ಹೇಳಿದರು. — [592, 854, 774, 956]
story-headline-1: ಆರೆಸ್ಸೆಸ್ ಗೀತೆ — [786, 810, 852, 826]
brief-title: ಚು.ಆಯೋಗ ಟೀಕಿಸಿದ ತೇಜಸ್ವಿ — [44, 853, 172, 868]
silhouette-caption-2: ಲಾಕರ್‌ನಲ್ಲಿತ್ತು ಎಕೆ-47 — [205, 739, 296, 753]
gun-caption-box — [735, 522, 785, 590]
story-headline-2: ನೆರವಿನ ಏರ್‌ಪೋರ್ಟ್ — [592, 828, 713, 849]
story-headline-1: ಮಾಲ್ದೀವ್ಸ್‌ನಲ್ಲಿ ಭಾರತ — [592, 809, 714, 829]
paper-logo — [710, 36, 895, 90]
print-marks-right: ●●●● — [560, 1440, 614, 1454]
bottom-divider — [597, 1152, 598, 1437]
story-column-rss-song — [786, 810, 924, 1140]
brief-divider — [199, 810, 200, 1435]
story-kicker: ಸಾಮೂಹಿಕ ಚಳವಳಿಯನ್ನಾಗಿ ಮಾಡಲು ಸಚಿವ ಪ್ರಧಾನ್ ಕರೆ — [204, 1151, 458, 1167]
paper-name: ಹೊಸದಿಗಂತ — [742, 38, 816, 59]
vehicle-photo-art — [580, 525, 720, 667]
story-headline-2: ತಡೆ ಸ್ವೀಕಾರಾರ್ಹವಲ್ಲ — [398, 828, 515, 849]
